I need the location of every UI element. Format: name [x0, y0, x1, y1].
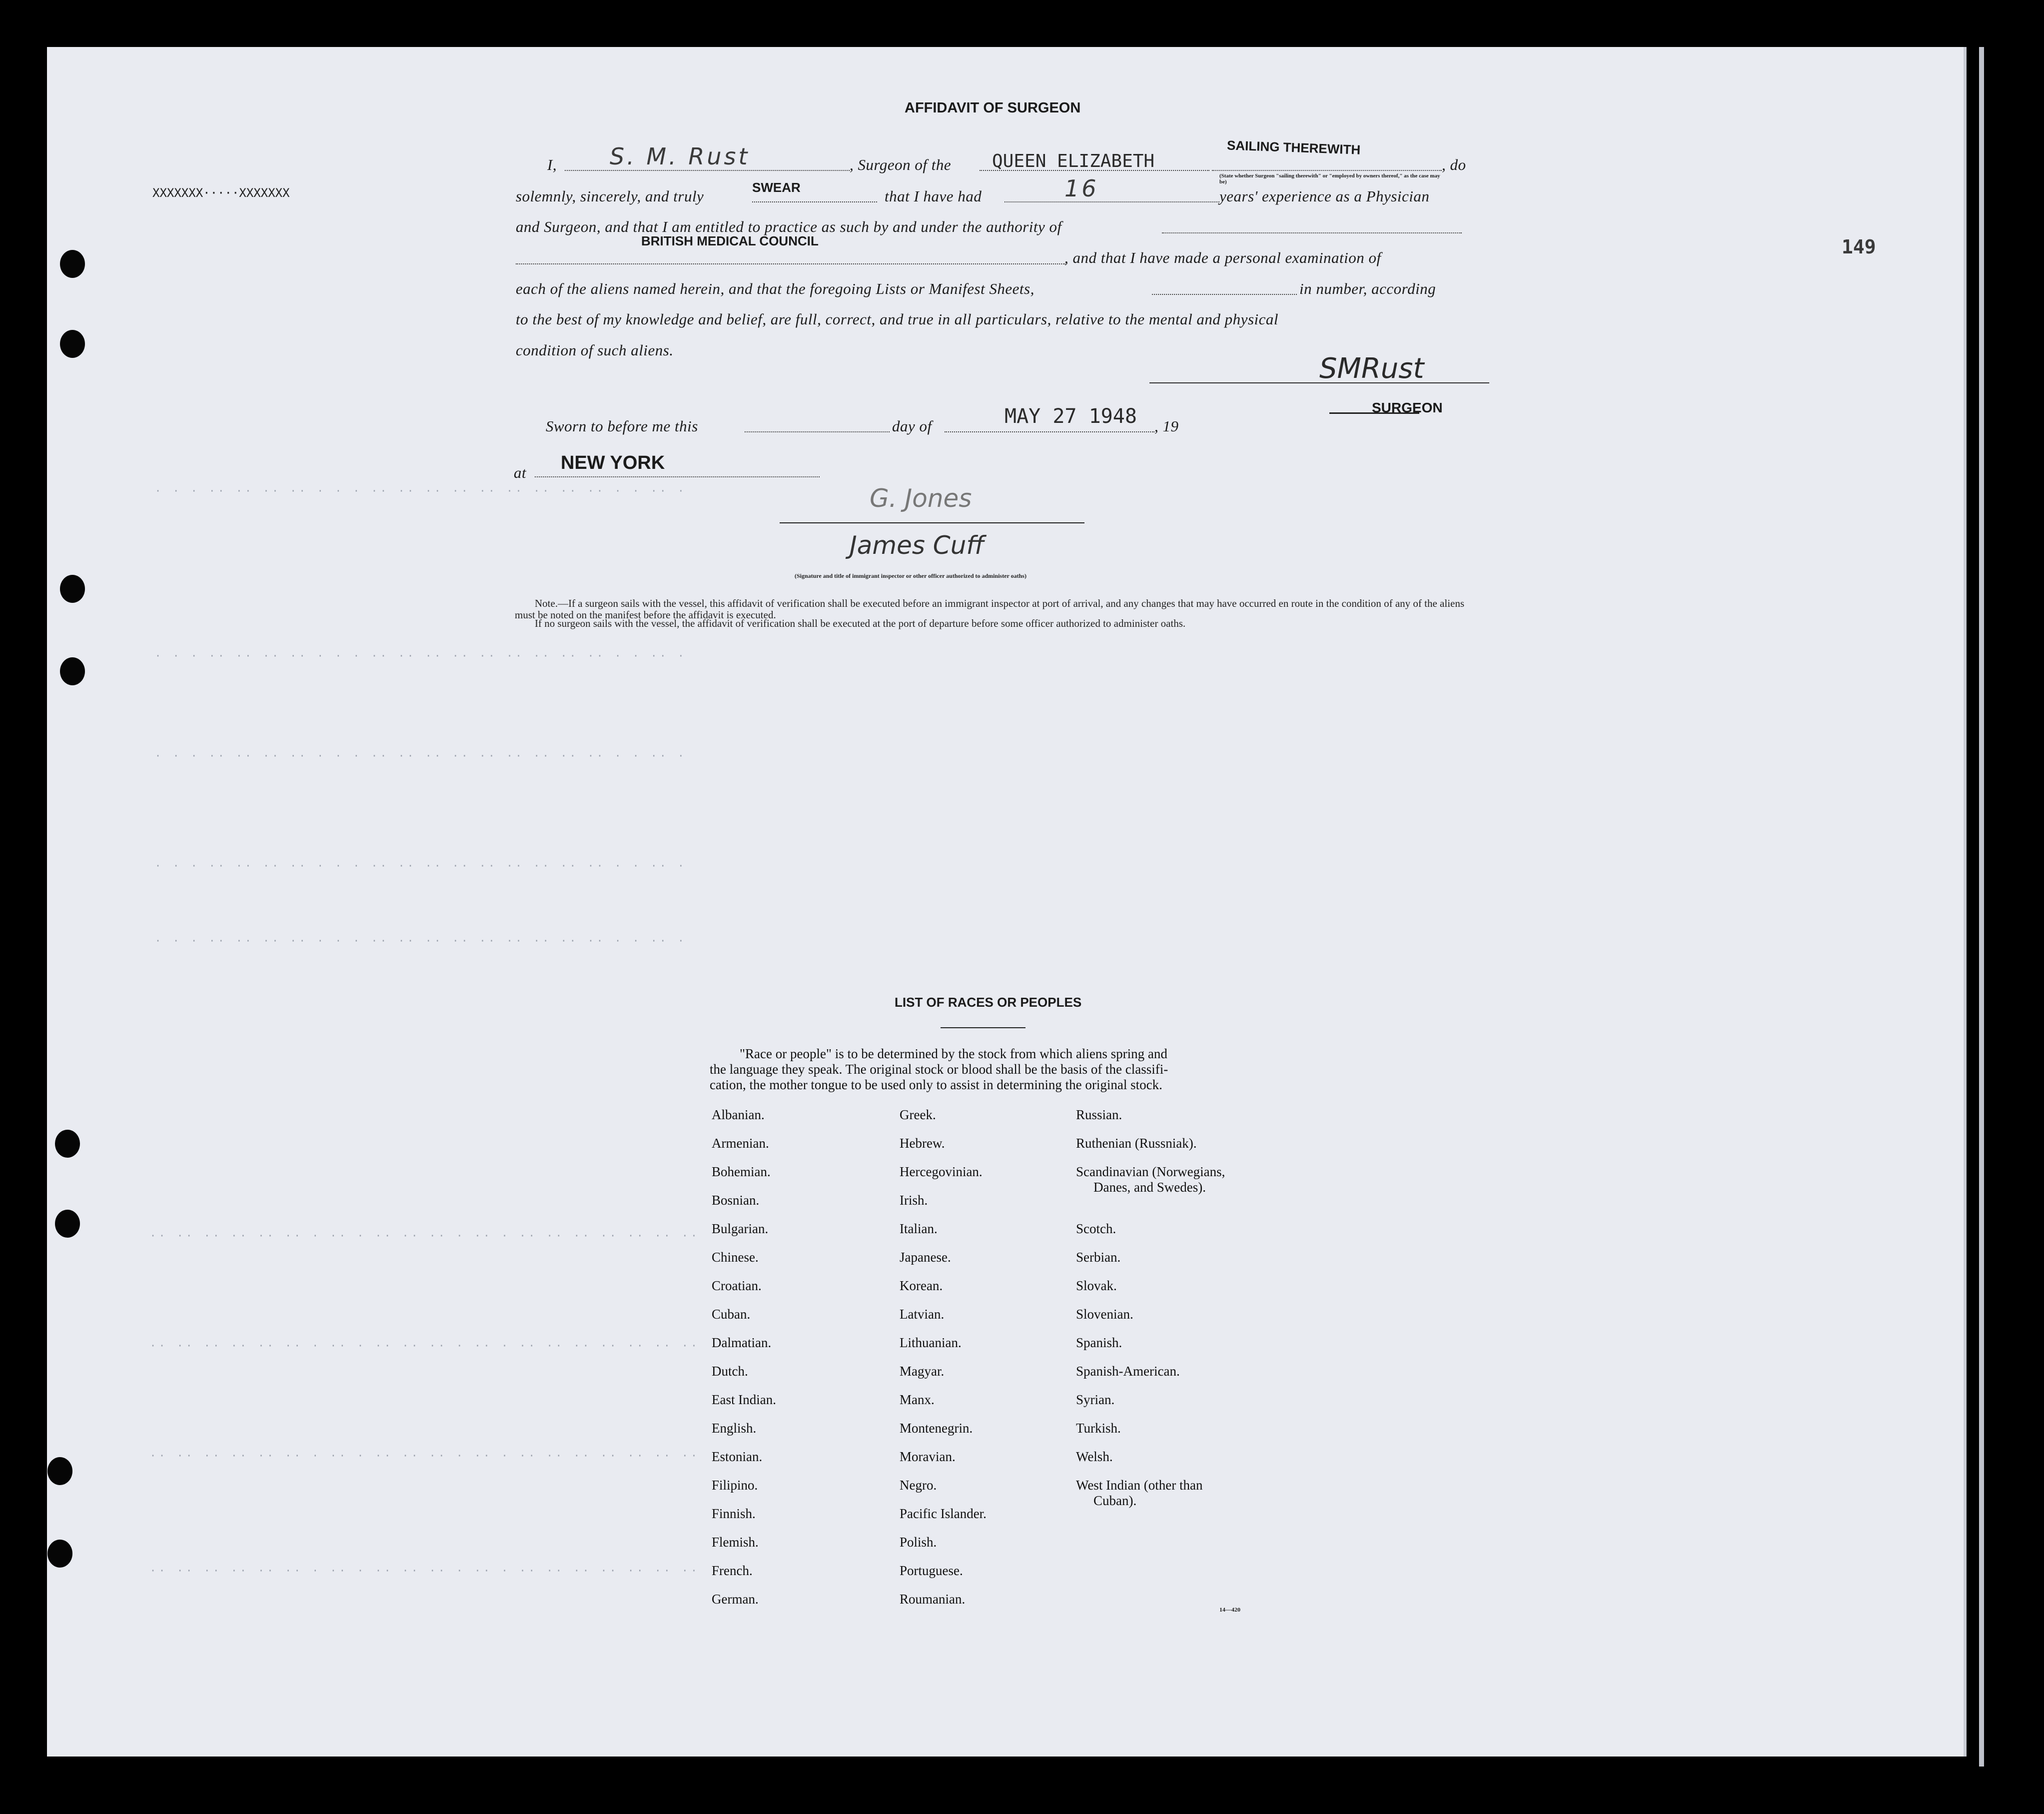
race-item: Polish. [900, 1535, 937, 1550]
years-prefix-label: that I have had [885, 187, 982, 205]
bleed-through-text: · · · ·· ·· ·· ·· · · · ·· ·· ·· ·· ·· ·· ·· ·· ·· · · ·· · [155, 650, 687, 662]
page-number: 149 [1842, 236, 1876, 258]
form-number: 14—420 [1219, 1606, 1240, 1613]
races-intro-line: "Race or people" is to be determined by the stock from which aliens spring and [740, 1046, 1167, 1061]
race-item: Lithuanian. [900, 1335, 962, 1350]
race-item: Welsh. [1076, 1449, 1113, 1464]
race-item: Irish. [900, 1193, 928, 1208]
surgeon-of-label: , Surgeon of the [850, 156, 952, 173]
race-item: Slovenian. [1076, 1307, 1133, 1322]
condition-label: condition of such aliens. [516, 341, 674, 359]
bleed-through-text: ·· ·· ·· ·· ·· ·· · ·· · ·· ·· ·· · ·· · ·· ·· ·· ·· ·· ·· ·· [150, 1230, 700, 1242]
races-intro-line: cation, the mother tongue to be used only to assist in determining the original stock. [710, 1077, 1162, 1092]
race-item: Pacific Islander. [900, 1506, 987, 1521]
race-item: Roumanian. [900, 1592, 966, 1607]
at-label: at [514, 464, 527, 481]
officer-signature-1: G. Jones [870, 484, 972, 513]
race-item: Portuguese. [900, 1563, 963, 1578]
punch-hole [60, 250, 85, 278]
race-item: French. [712, 1563, 753, 1578]
do-label: , do [1442, 156, 1466, 173]
race-item: Russian. [1076, 1107, 1122, 1122]
race-item: Cuban. [712, 1307, 751, 1322]
punch-hole [60, 657, 85, 685]
race-item: Greek. [900, 1107, 936, 1122]
race-item: Syrian. [1076, 1392, 1115, 1407]
race-item: West Indian (other than [1076, 1478, 1203, 1493]
punch-hole [60, 330, 85, 358]
race-item: Cuban). [1093, 1493, 1137, 1508]
race-item: Danes, and Swedes). [1093, 1180, 1206, 1195]
race-item: Filipino. [712, 1478, 758, 1493]
race-item: Japanese. [900, 1250, 951, 1265]
note-surgeon-sails: Note.—If a surgeon sails with the vessel, this affidavit of verification shall be executed before an immigrant inspector at port of arrival, and any changes that may have occurred en route in the condition of any of the aliens must be noted on the manifest before the affidavit is executed. [515, 597, 1465, 621]
examination-label: , and that I have made a personal examination of [1064, 249, 1381, 266]
sailing-status-field [1212, 170, 1442, 171]
officer-caption: (Signature and title of immigrant inspector or other officer authorized to administer oaths) [795, 572, 1026, 579]
surgeon-signature: SMRust [1319, 352, 1424, 385]
year-prefix-label: , 19 [1154, 417, 1179, 435]
race-item: German. [712, 1592, 759, 1607]
races-title-rule [941, 1027, 1025, 1028]
race-item: Latvian. [900, 1307, 945, 1322]
race-item: Moravian. [900, 1449, 956, 1464]
race-item: Magyar. [900, 1364, 945, 1379]
surgeon-name-handwritten: S. M. Rust [610, 143, 750, 170]
page-edge [1979, 47, 1984, 1767]
race-item: Korean. [900, 1278, 943, 1293]
note-no-surgeon: If no surgeon sails with the vessel, the affidavit of verification shall be executed at the port of departure before some officer authorized to administer oaths. [535, 617, 1186, 629]
place-field [535, 476, 820, 477]
surgeon-title: SURGEON [1372, 400, 1443, 415]
race-item: Hebrew. [900, 1136, 945, 1151]
races-intro-line: the language they speak. The original stock or blood shall be the basis of the classifi- [710, 1062, 1168, 1077]
race-item: Albanian. [712, 1107, 765, 1122]
in-number-label: in number, according [1299, 280, 1436, 297]
punch-hole [47, 1457, 72, 1485]
sheet-count-field [1152, 294, 1297, 295]
race-item: Bosnian. [712, 1193, 760, 1208]
race-item: Armenian. [712, 1136, 769, 1151]
oath-type-field [752, 201, 877, 202]
authority-name: BRITISH MEDICAL COUNCIL [641, 233, 819, 248]
race-item: Manx. [900, 1392, 935, 1407]
race-item: Slovak. [1076, 1278, 1117, 1293]
years-field [1005, 201, 1219, 202]
surgeon-name-field [565, 170, 850, 171]
races-title: LIST OF RACES OR PEOPLES [895, 995, 1082, 1010]
race-item: Chinese. [712, 1250, 759, 1265]
race-item: Finnish. [712, 1506, 756, 1521]
sworn-label: Sworn to before me this [546, 417, 698, 435]
vessel-name: QUEEN ELIZABETH [992, 151, 1155, 171]
race-item: Montenegrin. [900, 1421, 973, 1436]
race-item: Scandinavian (Norwegians, [1076, 1164, 1225, 1179]
sworn-date: MAY 27 1948 [1005, 405, 1137, 428]
bleed-through-text: ·· ·· ·· ·· ·· ·· · ·· · ·· ·· ·· · ·· · ·· ·· ·· ·· ·· ·· ·· [150, 1340, 700, 1352]
authority-field-2 [516, 263, 1065, 264]
sailing-status-instructions: (State whether Surgeon "sailing therewith" or "employed by owners thereof," as the case may be) [1219, 173, 1440, 185]
race-item: Spanish-American. [1076, 1364, 1180, 1379]
race-item: Dutch. [712, 1364, 748, 1379]
sworn-place: NEW YORK [561, 452, 665, 473]
knowledge-label: to the best of my knowledge and belief, are full, correct, and true in all particulars, relative to the mental and physical [516, 310, 1278, 328]
race-item: Bulgarian. [712, 1221, 769, 1236]
race-item: Bohemian. [712, 1164, 771, 1179]
race-item: Estonian. [712, 1449, 763, 1464]
sworn-day-field [745, 431, 890, 432]
sworn-date-field [945, 431, 1154, 432]
bleed-through-text: · · · ·· ·· ·· ·· · · · ·· ·· ·· ·· ·· ·· ·· ·· ·· · · ·· · [155, 750, 687, 762]
race-item: Serbian. [1076, 1250, 1121, 1265]
manifest-sheet [47, 47, 1967, 1757]
punch-hole [55, 1210, 80, 1238]
race-item: Ruthenian (Russniak). [1076, 1136, 1197, 1151]
race-item: Croatian. [712, 1278, 762, 1293]
manifest-sheets-label: each of the aliens named herein, and that the foregoing Lists or Manifest Sheets, [516, 280, 1034, 297]
race-item: English. [712, 1421, 757, 1436]
race-item: Flemish. [712, 1535, 759, 1550]
affidavit-title: AFFIDAVIT OF SURGEON [905, 100, 1081, 116]
race-item: Spanish. [1076, 1335, 1122, 1350]
bleed-through-text: · · · ·· ·· ·· ·· · · · ·· ·· ·· ·· ·· ·· ·· ·· ·· · · ·· · [155, 935, 687, 947]
experience-label: years' experience as a Physician [1219, 187, 1430, 205]
bleed-through-text: · · · ·· ·· ·· ·· · · · ·· ·· ·· ·· ·· ·· ·· ·· ·· · · ·· · [155, 860, 687, 872]
years-handwritten: 16 [1064, 175, 1099, 202]
race-item: Scotch. [1076, 1221, 1116, 1236]
authority-field-1 [1162, 232, 1462, 233]
race-item: East Indian. [712, 1392, 776, 1407]
bleed-through-text: · · · ·· ·· ·· ·· · · · ·· ·· ·· ·· ·· ·· ·· ·· ·· · · ·· · [155, 485, 687, 497]
oath-type: SWEAR [752, 180, 801, 195]
day-of-label: day of [892, 417, 932, 435]
officer-signature-line [780, 522, 1084, 523]
race-item: Dalmatian. [712, 1335, 772, 1350]
authority-label: and Surgeon, and that I am entitled to practice as such by and under the authority of [516, 218, 1062, 235]
race-item: Hercegovinian. [900, 1164, 983, 1179]
bleed-through-text: ·· ·· ·· ·· ·· ·· · ·· · ·· ·· ·· · ·· · ·· ·· ·· ·· ·· ·· ·· [150, 1450, 700, 1462]
sailing-status: SAILING THEREWITH [1226, 137, 1361, 157]
affiant-prefix: I, [547, 156, 557, 173]
punch-hole [47, 1540, 72, 1568]
race-item: Turkish. [1076, 1421, 1121, 1436]
solemnly-label: solemnly, sincerely, and truly [516, 187, 704, 205]
race-item: Negro. [900, 1478, 937, 1493]
punch-hole [55, 1130, 80, 1158]
strikethrough-marks: XXXXXXX·····XXXXXXX [152, 186, 290, 200]
punch-hole [60, 575, 85, 603]
race-item: Italian. [900, 1221, 938, 1236]
officer-signature-2: James Cuff [850, 531, 985, 560]
bleed-through-text: ·· ·· ·· ·· ·· ·· · ·· · ·· ·· ·· · ·· · ·· ·· ·· ·· ·· ·· ·· [150, 1565, 700, 1577]
